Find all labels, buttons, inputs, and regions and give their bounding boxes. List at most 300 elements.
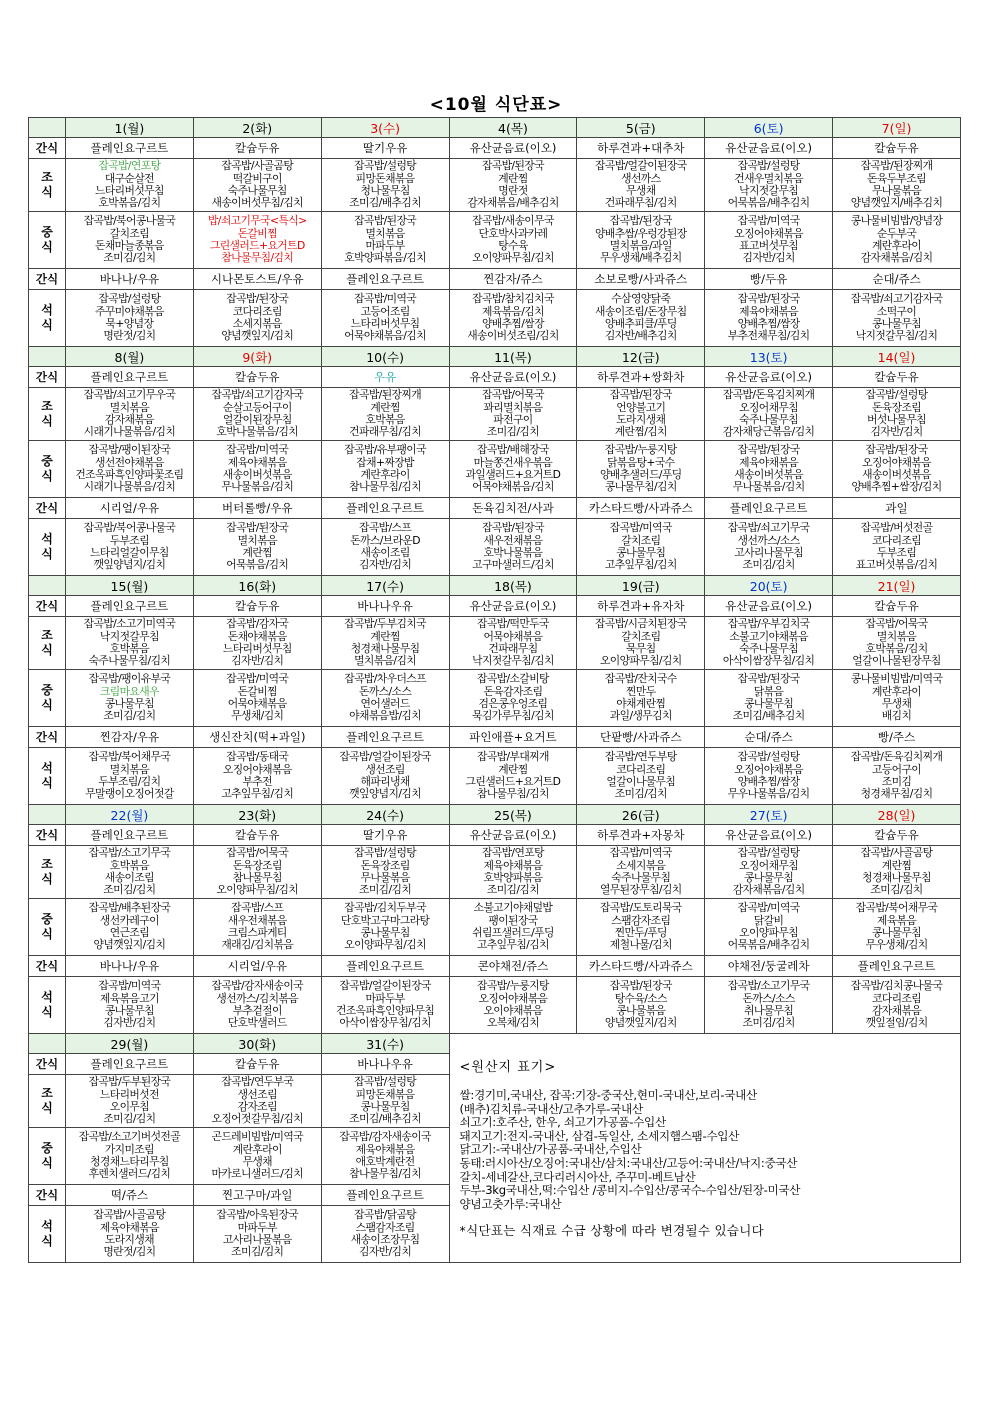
breakfast-cell [193, 1075, 321, 1128]
dinner-item: 제육야채볶음 [99, 1220, 159, 1234]
pm-snack-cell: 빵/주스 [833, 727, 961, 748]
origin-title: <원산지 표기> [459, 1060, 557, 1075]
lunch-item: 감자채볶음/김치 [860, 251, 933, 265]
pm-snack-cell: 순대/쥬스 [705, 727, 833, 748]
lunch-item: 표고버섯무침 [739, 239, 799, 252]
dinner-item: 계란찜 [242, 546, 273, 559]
lunch-item: 참나물무침/김치 [349, 480, 422, 494]
breakfast-item: 호박볶음 [109, 642, 150, 655]
date-row-corner [29, 118, 66, 138]
dinner-row [29, 290, 961, 347]
dinner-item: 취나물무침 [744, 1004, 794, 1017]
lunch-item: 마늘쫑건새우볶음 [473, 455, 553, 469]
lunch-item: 양배추쌈/우렁강된장 [595, 226, 687, 240]
breakfast-label-char: 조 [41, 1086, 53, 1100]
dinner-cell [833, 519, 961, 576]
breakfast-item: 계란찜 [370, 629, 400, 643]
breakfast-cell [66, 617, 194, 670]
date-cell: 23(화) [193, 805, 321, 825]
dinner-cell [449, 290, 577, 347]
dinner-item: 잡곡밥/아욱된장국 [216, 1208, 299, 1222]
dinner-cell [193, 977, 321, 1034]
dinner-item: 잡곡밥/된장국 [609, 979, 672, 993]
breakfast-item: 조미김/배추김치 [349, 1112, 422, 1126]
dinner-item: 코다리조림 [871, 533, 922, 547]
dinner-item: 새송이버섯조림/김치 [467, 329, 559, 343]
dinner-item: 조미김/김치 [614, 787, 667, 801]
lunch-cell [705, 212, 833, 269]
breakfast-cell [449, 388, 577, 441]
date-row [29, 118, 961, 138]
am-snack-cell: 하루견과+대추차 [577, 138, 705, 159]
lunch-cell [833, 441, 961, 498]
dinner-item: 명란젓/김치 [103, 329, 156, 343]
breakfast-label-char: 조 [41, 628, 53, 642]
am-snack-cell: 칼슘두유 [833, 825, 961, 846]
dinner-item: 무말랭이오징어젓갈 [85, 787, 174, 801]
lunch-cell [66, 1128, 194, 1185]
lunch-cell [577, 670, 705, 727]
dinner-label-char: 석 [41, 303, 53, 317]
dinner-item: 호박나물볶음 [483, 546, 543, 559]
breakfast-cell [66, 1075, 194, 1128]
breakfast-cell [577, 846, 705, 899]
breakfast-label-char: 조 [41, 857, 53, 871]
dinner-item: 고사리나물무침 [734, 546, 804, 559]
dinner-label [29, 519, 66, 576]
lunch-item: 어묵볶음/배추김치 [727, 938, 810, 952]
date-cell: 26(금) [577, 805, 705, 825]
dinner-item: 수삼영양닭죽 [611, 292, 671, 306]
lunch-item: 무나물볶음/김치 [221, 480, 294, 494]
breakfast-item: 잡곡밥/연두부국 [221, 1075, 294, 1089]
lunch-item: 마파두부 [365, 239, 405, 252]
dinner-cell [833, 290, 961, 347]
dinner-item: 건조옥파흑인양파무침 [335, 1004, 435, 1017]
lunch-item: 무생채/김치 [231, 709, 284, 723]
breakfast-cell [193, 846, 321, 899]
pm-snack-cell: 찐고구마/과일 [193, 1185, 321, 1206]
lunch-cell [449, 899, 577, 956]
pm-snack-cell: 플레인요구르트 [833, 956, 961, 977]
dinner-cell [577, 977, 705, 1034]
dinner-item: 마파두부 [237, 1220, 277, 1234]
dinner-item: 얼갈이나물무침 [606, 775, 676, 788]
dinner-cell [705, 748, 833, 805]
breakfast-item: 잡곡밥/시금치된장국 [595, 617, 687, 631]
dinner-cell [449, 748, 577, 805]
breakfast-item: 호박양파볶음 [483, 871, 543, 884]
lunch-item: 무우생채/배추김치 [599, 251, 682, 265]
dinner-item: 콩나물무침 [104, 1004, 154, 1017]
date-cell: 28(일) [833, 805, 961, 825]
dinner-item: 잡곡밥/된장국 [481, 521, 544, 535]
breakfast-item: 조미김/배추김치 [349, 196, 422, 210]
dinner-item: 부추전채무침/김치 [727, 329, 810, 343]
dinner-item: 마파두부 [365, 991, 405, 1005]
dinner-item: 고사리나물볶음 [222, 1233, 292, 1246]
am-snack-cell: 플레인요구르트 [66, 596, 194, 617]
date-cell: 4(목) [449, 118, 577, 138]
breakfast-row [29, 617, 961, 670]
dinner-cell [705, 290, 833, 347]
breakfast-item: 잡곡밥/어묵국 [865, 617, 928, 631]
lunch-item: 잡채+짜장밥 [356, 455, 414, 469]
lunch-cell [705, 441, 833, 498]
breakfast-item: 멸치볶음 [876, 629, 917, 643]
dinner-item: 잡곡밥/소고기무국 [727, 979, 810, 993]
breakfast-item: 멸치볶음/김치 [354, 654, 417, 668]
dinner-item: 잡곡밥/쇠고기무국 [727, 521, 810, 535]
breakfast-label-char: 조 [41, 170, 53, 184]
breakfast-item: 조미김/김치 [486, 883, 540, 897]
breakfast-cell [833, 617, 961, 670]
am-snack-cell: 칼슘두유 [193, 138, 321, 159]
dinner-item: 오징어야채볶음 [478, 991, 548, 1005]
origin-line: (배추)김치류-국내산/고추가루-국내산 [459, 1101, 643, 1116]
lunch-item: 콩나물무침 [360, 926, 410, 939]
lunch-item: 참나물무침/김치 [221, 251, 294, 265]
breakfast-label [29, 617, 66, 670]
lunch-item: 야채볶음밥/김치 [349, 709, 422, 723]
breakfast-label-char: 식 [41, 643, 53, 657]
lunch-cell [193, 899, 321, 956]
breakfast-item: 오이양파무침/김치 [599, 654, 682, 668]
pm-snack-cell: 플레인요구르트 [321, 1185, 449, 1206]
breakfast-item: 잡곡밥/설렁탕 [354, 846, 417, 860]
date-cell: 29(월) [66, 1034, 194, 1054]
am-snack-cell: 플레인요구르트 [66, 825, 194, 846]
breakfast-item: 파전구이 [493, 413, 533, 426]
lunch-item: 계란후라이 [232, 1142, 282, 1156]
dinner-item: 코다리조림 [232, 304, 282, 318]
date-cell: 18(목) [449, 576, 577, 596]
breakfast-item: 명란젓 [498, 184, 528, 197]
dinner-row [29, 977, 961, 1034]
lunch-item: 크림스파게티 [227, 926, 287, 939]
lunch-item: 제육볶음 [876, 913, 917, 927]
pm-snack-cell: 플레인요구르트 [705, 498, 833, 519]
dinner-cell [321, 977, 449, 1034]
dinner-cell [321, 519, 449, 576]
dinner-item: 잡곡밥/연두부탕 [604, 750, 677, 764]
pm-snack-cell: 찐감자/우유 [66, 727, 194, 748]
am-snack-row [29, 596, 961, 617]
dinner-item: 김자반/김치 [103, 1016, 156, 1030]
pm-snack-label: 간식 [29, 956, 66, 977]
dinner-cell [577, 519, 705, 576]
dinner-item: 잡곡밥/미역국 [609, 521, 672, 535]
lunch-cell [66, 441, 194, 498]
dinner-item: 잡곡밥/쇠고기감자국 [850, 292, 943, 306]
dinner-label-char: 식 [41, 547, 53, 561]
breakfast-item: 얼갈이나물된장무침 [852, 654, 941, 668]
lunch-item: 새송이버섯볶음 [734, 468, 804, 481]
dinner-cell [193, 290, 321, 347]
dinner-cell [833, 748, 961, 805]
dinner-cell [66, 1206, 194, 1263]
breakfast-item: 돈육장조림 [360, 858, 410, 872]
lunch-item: 단호박사과카레 [478, 226, 548, 240]
lunch-item: 잡곡밥/감자새송이국 [339, 1130, 431, 1144]
breakfast-item: 잡곡밥/연포탕 [98, 159, 161, 173]
lunch-item: 호박양파볶음/김치 [344, 251, 426, 265]
dinner-item: 새송이조림 [360, 546, 410, 559]
origin-line: 동태:러시아산/오징어:국내산/삼치:국내산/고등어:국내산/낙지:중국산 [459, 1155, 798, 1170]
dinner-cell [193, 748, 321, 805]
breakfast-item: 꽈리멸치볶음 [483, 400, 543, 414]
lunch-item: 제육야채볶음 [355, 1142, 415, 1156]
pm-snack-cell: 플레인요구르트 [321, 498, 449, 519]
breakfast-item: 계란찜 [881, 858, 912, 872]
am-snack-cell: 딸기우유 [321, 825, 449, 846]
breakfast-item: 잡곡밥/사골곰탕 [221, 159, 294, 173]
dinner-item: 명란젓/김치 [103, 1245, 156, 1259]
breakfast-item: 감자조림 [237, 1100, 277, 1113]
origin-line: 두부-3kg국내산,떡:수입산 /콩비지-수입산/콩국수-수입산/된장-미국산 [459, 1183, 801, 1198]
lunch-label [29, 899, 66, 956]
breakfast-label [29, 388, 66, 441]
lunch-item: 오이양파무침 [739, 926, 799, 939]
breakfast-cell [449, 846, 577, 899]
dinner-item: 느타리얼갈이무침 [90, 546, 169, 559]
breakfast-item: 잡곡밥/얼갈이된장국 [595, 159, 687, 173]
breakfast-item: 호박볶음 [109, 858, 150, 872]
breakfast-item: 오징어젓갈무침/김치 [211, 1112, 304, 1126]
lunch-item: 잡곡밥/미역국 [226, 443, 289, 457]
dinner-item: 코다리조림 [871, 991, 922, 1005]
dinner-item: 잡곡밥/된장국 [226, 292, 289, 306]
lunch-item: 묵김가루무침/김치 [472, 709, 554, 723]
pm-snack-row [29, 956, 961, 977]
am-snack-cell: 플레인요구르트 [66, 138, 194, 159]
dinner-item: 김자반/김치 [359, 558, 412, 572]
dinner-item: 양배추찜/쌈장 [737, 775, 800, 788]
lunch-cell [577, 899, 705, 956]
breakfast-item: 돈육두부조림 [867, 171, 927, 185]
dinner-item: 양배추피클/푸딩 [604, 317, 677, 330]
breakfast-item: 어묵야채볶음 [483, 629, 543, 643]
lunch-item: 후렌치샐러드/김치 [88, 1167, 171, 1181]
breakfast-cell [66, 388, 194, 441]
breakfast-item: 잡곡밥/설렁탕 [737, 846, 800, 860]
breakfast-item: 소불고기야채볶음 [729, 629, 808, 643]
lunch-label-char: 중 [41, 912, 53, 926]
pm-snack-label: 간식 [29, 1185, 66, 1206]
lunch-item: 곤드레비빔밥/미역국 [211, 1130, 304, 1144]
dinner-item: 잡곡밥/미역국 [354, 292, 417, 306]
breakfast-item: 건새우멸치볶음 [734, 171, 804, 185]
lunch-item: 콩나물무침 [871, 926, 922, 939]
dinner-item: 잡곡밥/설렁탕 [98, 292, 161, 306]
pm-snack-cell: 플레인요구르트 [321, 727, 449, 748]
dinner-cell [193, 1206, 321, 1263]
date-row-corner [29, 805, 66, 825]
breakfast-item: 새송이버섯무침/김치 [211, 196, 304, 210]
breakfast-item: 감자채볶음/김치 [732, 883, 805, 897]
dinner-item: 깻잎절임/김치 [865, 1016, 928, 1030]
breakfast-item: 숙주나물무침 [227, 184, 287, 197]
lunch-item: 생선카레구이 [99, 913, 159, 927]
dinner-item: 잡곡밥/설렁탕 [737, 750, 800, 764]
breakfast-item: 숙주나물무침 [739, 413, 799, 426]
pm-snack-label: 간식 [29, 269, 66, 290]
lunch-item: 야채계란찜 [616, 697, 666, 710]
breakfast-item: 청경채나물무침 [862, 871, 931, 884]
breakfast-item: 호박나물볶음/김치 [216, 425, 299, 439]
lunch-cell [66, 899, 194, 956]
breakfast-item: 김자반/김치 [870, 425, 923, 439]
pm-snack-cell: 시나몬토스트/우유 [193, 269, 321, 290]
dinner-item: 돈까스/소스 [742, 991, 795, 1005]
breakfast-cell [577, 617, 705, 670]
dinner-item: 아삭이쌈장무침/김치 [339, 1016, 431, 1030]
breakfast-item: 생선조림 [237, 1087, 277, 1101]
date-cell: 9(화) [193, 347, 321, 367]
breakfast-item: 얼갈이된장무침 [222, 413, 292, 426]
lunch-item: 잡곡밥/차우더스프 [344, 672, 426, 686]
dinner-item: 어묵야채볶음/김치 [344, 329, 426, 343]
breakfast-cell [705, 159, 833, 212]
lunch-item: 스팸감자조림 [611, 913, 671, 927]
breakfast-item: 숙주나물무침/김치 [88, 654, 171, 668]
dinner-item: 콩나물무침 [871, 317, 922, 330]
lunch-item: 콩나물비빔밥/양념장 [850, 214, 943, 228]
lunch-item: 연어샐러드 [360, 697, 410, 710]
dinner-row [29, 748, 961, 805]
breakfast-item: 낙지젓갈무침 [739, 184, 799, 197]
breakfast-cell [833, 159, 961, 212]
breakfast-cell [193, 388, 321, 441]
date-cell: 21(일) [833, 576, 961, 596]
dinner-label-char: 식 [41, 776, 53, 790]
breakfast-cell [193, 159, 321, 212]
lunch-label-char: 중 [41, 1141, 53, 1155]
lunch-cell [833, 670, 961, 727]
dinner-item: 고등어구이 [871, 762, 922, 776]
breakfast-item: 잡곡밥/설렁탕 [354, 159, 417, 173]
lunch-item: 양념깻잎지/김치 [93, 938, 166, 952]
lunch-cell [321, 670, 449, 727]
dinner-item: 고구마샐러드/김치 [472, 558, 554, 572]
lunch-cell [705, 899, 833, 956]
breakfast-item: 건파래무침/김치 [604, 196, 677, 210]
date-cell: 8(월) [66, 347, 194, 367]
am-snack-cell: 하루견과+쌍화차 [577, 367, 705, 388]
breakfast-item: 잡곡밥/된장찌개 [860, 159, 933, 173]
breakfast-item: 감자채볶음/배추김치 [467, 196, 559, 210]
lunch-item: 조미김/배추김치 [732, 709, 805, 723]
lunch-item: 닭볶음 [753, 684, 784, 698]
dinner-item: 콩나물볶음 [616, 1004, 666, 1017]
date-cell: 19(금) [577, 576, 705, 596]
pm-snack-row [29, 498, 961, 519]
date-cell: 22(월) [66, 805, 194, 825]
dinner-item: 소떡구이 [876, 304, 917, 318]
lunch-item: 제철나물/김치 [609, 938, 672, 952]
am-snack-cell: 유산균음료(이오) [705, 596, 833, 617]
am-snack-cell: 유산균음료(이오) [449, 367, 577, 388]
am-snack-cell: 유산균음료(이오) [705, 367, 833, 388]
dinner-item: 오이야채볶음 [483, 1004, 543, 1017]
breakfast-item: 잡곡밥/설렁탕 [354, 1075, 417, 1089]
dinner-item: 잡곡밥/스프 [359, 521, 412, 535]
dinner-item: 조미김 [881, 775, 912, 788]
date-cell: 3(수) [321, 118, 449, 138]
breakfast-cell [705, 617, 833, 670]
am-snack-cell: 바나나우유 [321, 596, 449, 617]
dinner-item: 김자반/배추김치 [604, 329, 677, 343]
breakfast-cell [833, 846, 961, 899]
pm-snack-row [29, 269, 961, 290]
lunch-item: 오이양파무침/김치 [472, 251, 554, 265]
pm-snack-cell: 소보로빵/사과쥬스 [577, 269, 705, 290]
pm-snack-cell: 플레인요구르트 [321, 269, 449, 290]
lunch-item: 잡곡밥/된장국 [737, 672, 800, 686]
lunch-item: 어묵야채볶음/김치 [472, 480, 554, 494]
lunch-item: 배김치 [881, 709, 912, 723]
lunch-label-char: 중 [41, 454, 53, 468]
am-snack-cell: 우유 [321, 367, 449, 388]
dinner-label-char: 식 [41, 1005, 53, 1019]
breakfast-label [29, 159, 66, 212]
lunch-label-char: 중 [41, 683, 53, 697]
lunch-item: 잡곡밥/소갈비탕 [477, 672, 549, 686]
breakfast-item: 피망돈채볶음 [355, 1087, 415, 1101]
dinner-cell [321, 290, 449, 347]
dinner-item: 잡곡밥/누룽지탕 [477, 979, 549, 993]
dinner-cell [705, 977, 833, 1034]
breakfast-row [29, 159, 961, 212]
meal-schedule-table [28, 117, 961, 1263]
breakfast-cell [66, 846, 194, 899]
dinner-item: 조미김/김치 [742, 1016, 795, 1030]
dinner-item: 잡곡밥/미역국 [98, 979, 161, 993]
breakfast-item: 호박볶음/김치 [865, 642, 928, 655]
lunch-item: 잡곡밥/도토리묵국 [599, 901, 682, 915]
pm-snack-cell: 플레인요구르트 [321, 956, 449, 977]
dinner-cell [449, 977, 577, 1034]
lunch-cell [321, 441, 449, 498]
breakfast-item: 돈육장조림 [871, 400, 922, 414]
breakfast-item: 떡갈비구이 [232, 171, 282, 185]
lunch-item: 잡곡밥/북어콩나물국 [83, 214, 176, 228]
dinner-cell [705, 519, 833, 576]
breakfast-cell [577, 388, 705, 441]
lunch-cell [321, 212, 449, 269]
date-row [29, 576, 961, 596]
breakfast-item: 콩나물무침 [744, 871, 794, 884]
lunch-label-char: 식 [41, 927, 53, 941]
dinner-item: 갈치조림 [621, 533, 661, 547]
lunch-item: 무우생채/김치 [865, 938, 928, 952]
dinner-item: 깻잎양념지/김치 [93, 558, 166, 572]
origin-line: 닭고기:-국내산/가공품-국내산,수입산 [459, 1142, 642, 1157]
pm-snack-cell: 시리얼/우유 [66, 498, 194, 519]
am-snack-label: 간식 [29, 825, 66, 846]
lunch-row [29, 670, 961, 727]
breakfast-label-char: 조 [41, 399, 53, 413]
breakfast-item: 김자반/김치 [231, 654, 284, 668]
date-cell: 14(일) [833, 347, 961, 367]
breakfast-cell [705, 846, 833, 899]
pm-snack-cell: 시리얼/우유 [193, 956, 321, 977]
lunch-item: 닭갈비 [753, 913, 784, 927]
lunch-item: 콩나물무침 [104, 697, 154, 710]
origin-footnote: *식단표는 식재료 수급 상황에 따라 변경될수 있습니다 [459, 1223, 764, 1239]
lunch-item: 오징어야채볶음 [734, 226, 804, 240]
breakfast-item: 잡곡밥/쇠고기감자국 [211, 388, 304, 402]
